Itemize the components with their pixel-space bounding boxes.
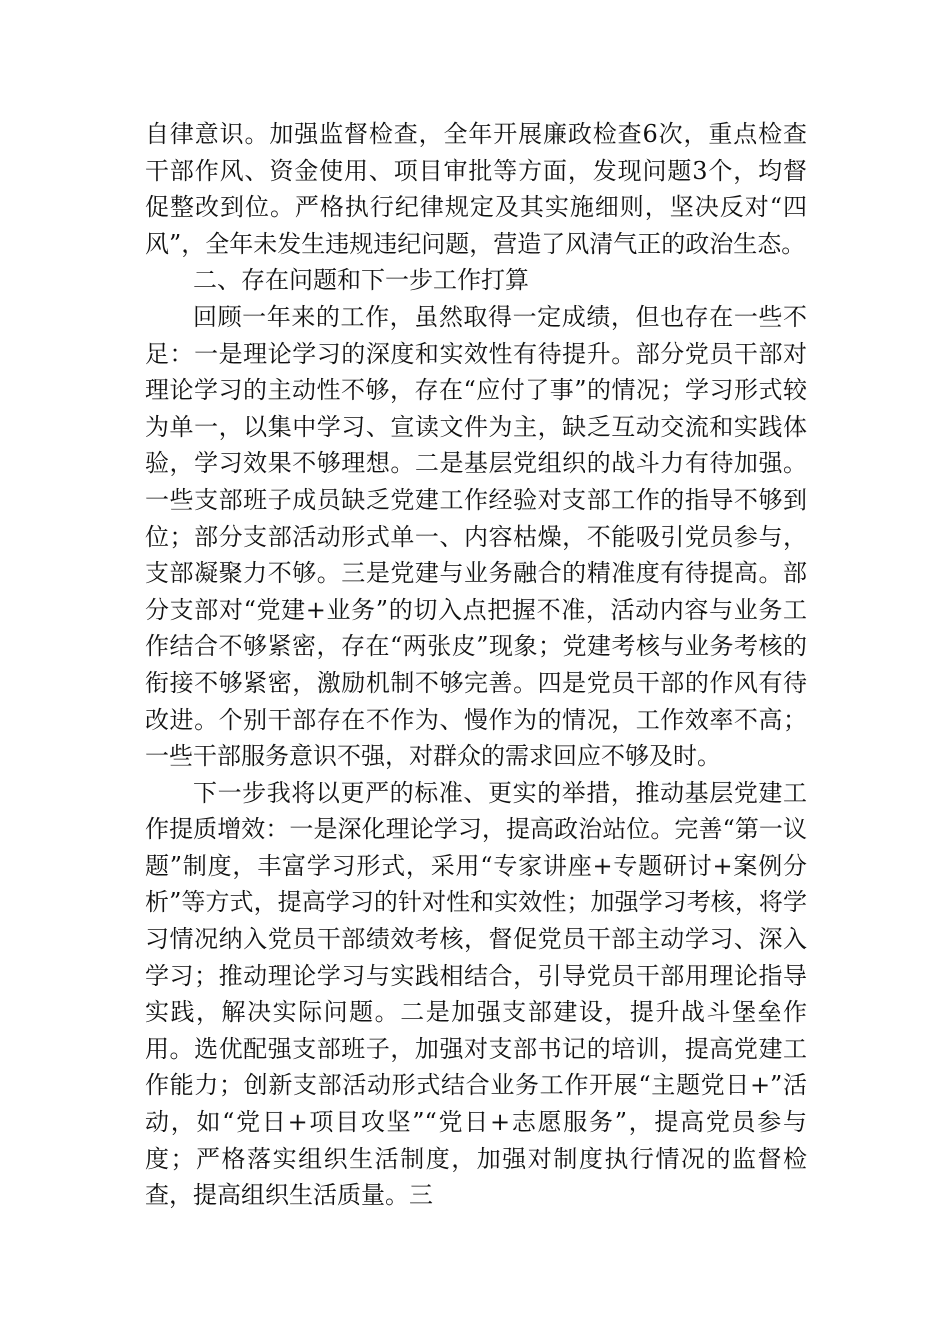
- paragraph-discipline-summary: 自律意识。加强监督检查，全年开展廉政检查6次，重点检查干部作风、资金使用、项目审批等方面，发现问题3个，均督促整改到位。严格执行纪律规定及其实施细则，坚决反对“四风”，全年未发生违规违纪问题，营造了风清气正的政治生态。: [145, 120, 807, 258]
- paragraph-existing-problems: 回顾一年来的工作，虽然取得一定成绩，但也存在一些不足：一是理论学习的深度和实效性有待提升。部分党员干部对理论学习的主动性不够，存在“应付了事”的情况；学习形式较为单一，以集中学习、宣读文件为主，缺乏互动交流和实践体验，学习效果不够理想。二是基层党组织的战斗力有待加强。一些支部班子成员缺乏党建工作经验对支部工作的指导不够到位；部分支部活动形式单一、内容枯燥，不能吸引党员参与，支部凝聚力不够。三是党建与业务融合的精准度有待提高。部分支部对“党建+业务”的切入点把握不准，活动内容与业务工作结合不够紧密，存在“两张皮”现象；党建考核与业务考核的衔接不够紧密，激励机制不够完善。四是党员干部的作风有待改进。个别干部存在不作为、慢作为的情况，工作效率不高；一些干部服务意识不强，对群众的需求回应不够及时。: [145, 302, 807, 771]
- section-heading-problems-and-plans: 二、存在问题和下一步工作打算: [193, 266, 529, 295]
- document-body: [145, 116, 807, 1214]
- paragraph-next-steps: 下一步我将以更严的标准、更实的举措，推动基层党建工作提质增效：一是深化理论学习，提高政治站位。完善“第一议题”制度，丰富学习形式，采用“专家讲座+专题研讨+案例分析”等方式，提高学习的针对性和实效性；加强学习考核，将学习情况纳入党员干部绩效考核，督促党员干部主动学习、深入学习；推动理论学习与实践相结合，引导党员干部用理论指导实践，解决实际问题。二是加强支部建设，提升战斗堡垒作用。选优配强支部班子，加强对支部书记的培训，提高党建工作能力；创新支部活动形式结合业务工作开展“主题党日+”活动，如“党日+项目攻坚”“党日+志愿服务”，提高党员参与度；严格落实组织生活制度，加强对制度执行情况的监督检查，提高组织生活质量。三: [145, 778, 807, 1210]
